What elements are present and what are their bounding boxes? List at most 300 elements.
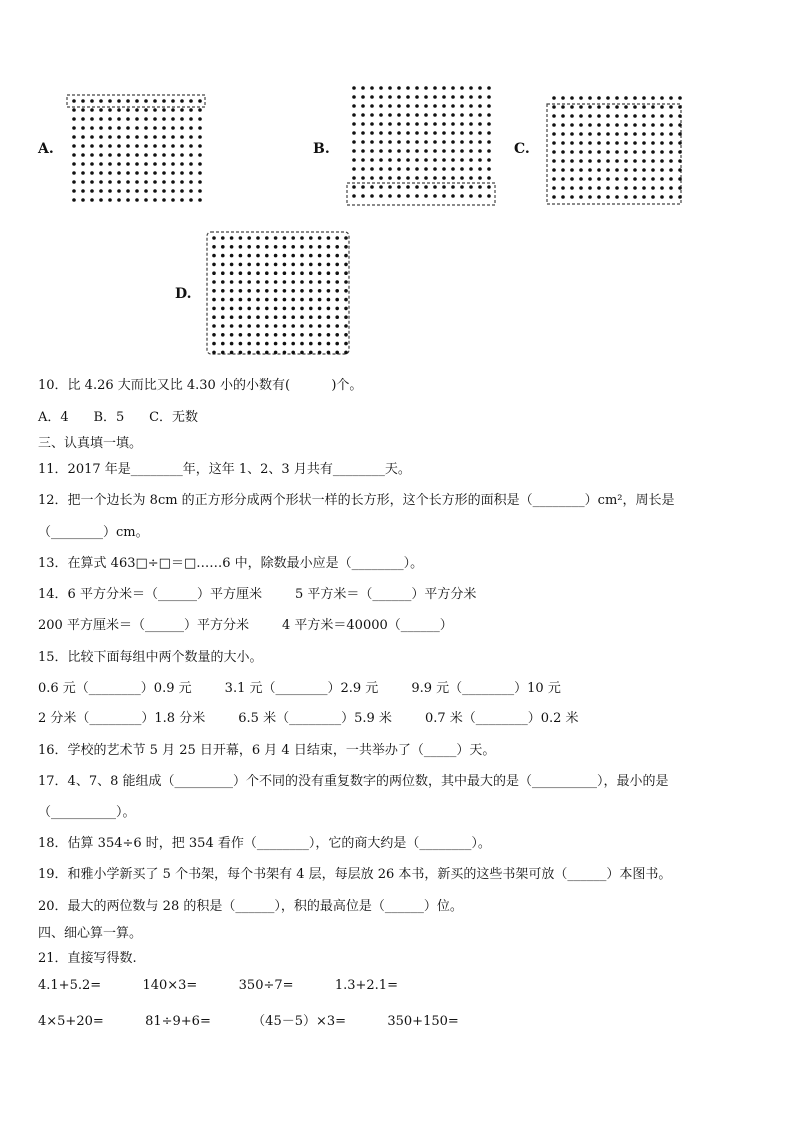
grid-dot [469,176,473,180]
grid-dot [442,140,446,144]
question-20: 20．最大的两位数与 28 的积是（______），积的最高位是（______）位。 [38,899,463,914]
grid-dot [487,95,491,99]
grid-dot [561,123,565,127]
grid-dot [108,198,112,202]
grid-dot [265,298,269,302]
grid-dot [99,126,103,130]
grid-dot [335,324,339,328]
grid-dot [291,298,295,302]
grid-dot [171,162,175,166]
grid-dot [615,195,619,199]
grid-dot [144,189,148,193]
grid-dot [221,245,225,249]
question-17: 17．4、7、8 能组成（_________）个不同的没有重复数字的两位数，其中最大的是（__________），最小的是 [38,774,669,789]
option-c-label: C. [514,141,530,157]
grid-dot [239,289,243,293]
grid-dot [247,263,251,267]
grid-dot [198,153,202,157]
grid-dot [247,236,251,240]
grid-dot [344,263,348,267]
grid-dot [309,263,313,267]
grid-dot [247,280,251,284]
grid-dot [283,342,287,346]
grid-dot [344,236,348,240]
grid-dot [221,263,225,267]
grid-dot [274,315,278,319]
grid-dot [72,108,76,112]
grid-dot [615,141,619,145]
grid-dot [247,254,251,258]
grid-dot [352,113,356,117]
grid-dot [460,194,464,198]
grid-dot [415,185,419,189]
grid-dot [361,113,365,117]
grid-dot [212,342,216,346]
grid-dot [318,342,322,346]
grid-dot [570,150,574,154]
grid-dot [651,168,655,172]
grid-dot [633,132,637,136]
grid-dot [198,135,202,139]
grid-dot [487,194,491,198]
grid-dot [221,324,225,328]
grid-dot [669,177,673,181]
grid-dot [189,99,193,103]
grid-dot [189,189,193,193]
question-18: 18．估算 354÷6 时，把 354 看作（________），它的商大约是（________）。 [38,836,491,851]
grid-dot [406,113,410,117]
grid-dot [424,122,428,126]
grid-dot [291,289,295,293]
grid-dot [487,131,491,135]
grid-dot [669,159,673,163]
grid-dot [561,105,565,109]
grid-dot [397,95,401,99]
grid-dot [221,307,225,311]
grid-dot [579,159,583,163]
grid-dot [309,289,313,293]
grid-dot [552,177,556,181]
grid-dot [265,315,269,319]
grid-dot [469,167,473,171]
grid-dot [126,117,130,121]
grid-dot [108,180,112,184]
grid-dot [180,135,184,139]
grid-dot [274,324,278,328]
grid-dot [361,122,365,126]
grid-dot [126,198,130,202]
grid-dot [309,254,313,258]
grid-dot [144,153,148,157]
grid-dot [230,280,234,284]
grid-dot [597,195,601,199]
grid-dot [415,122,419,126]
grid-dot [283,315,287,319]
grid-dot [615,177,619,181]
grid-dot [309,333,313,337]
grid-dot [265,289,269,293]
grid-dot [460,158,464,162]
grid-dot [180,117,184,121]
grid-dot [561,141,565,145]
grid-dot [570,114,574,118]
grid-dot [388,122,392,126]
grid-dot [239,333,243,337]
grid-dot [579,150,583,154]
question-19: 19．和雅小学新买了 5 个书架，每个书架有 4 层，每层放 26 本书，新买的这些书架可放（______）本图书。 [38,867,672,882]
grid-dot [90,117,94,121]
grid-dot [99,189,103,193]
grid-dot [283,289,287,293]
grid-dot [212,245,216,249]
grid-dot [660,123,664,127]
grid-dot [344,280,348,284]
grid-dot [597,114,601,118]
grid-dot [135,108,139,112]
grid-dot [221,315,225,319]
grid-dot [451,131,455,135]
grid-dot [669,195,673,199]
grid-dot [99,162,103,166]
grid-dot [144,162,148,166]
grid-dot [117,144,121,148]
grid-dot [309,236,313,240]
grid-dot [424,158,428,162]
grid-dot [406,176,410,180]
grid-dot [379,167,383,171]
grid-dot [327,333,331,337]
grid-dot [624,177,628,181]
grid-dot [344,324,348,328]
grid-dot [327,271,331,275]
grid-dot [669,141,673,145]
grid-dot [265,271,269,275]
grid-dot [606,96,610,100]
grid-dot [597,96,601,100]
grid-dot [230,289,234,293]
grid-dot [433,149,437,153]
grid-dot [469,140,473,144]
grid-dot [361,167,365,171]
grid-dot [660,159,664,163]
grid-dot [478,167,482,171]
grid-dot [642,105,646,109]
grid-dot [487,149,491,153]
grid-dot [615,159,619,163]
grid-dot [274,351,278,355]
grid-dot [651,114,655,118]
grid-dot [370,113,374,117]
grid-dot [433,158,437,162]
grid-dot [642,177,646,181]
grid-dot [597,168,601,172]
grid-dot [72,117,76,121]
grid-dot [153,144,157,148]
grid-dot [162,126,166,130]
grid-dot [478,194,482,198]
grid-dot [72,162,76,166]
grid-dot [265,333,269,337]
grid-dot [615,150,619,154]
grid-dot [469,104,473,108]
grid-dot [162,135,166,139]
grid-dot [588,159,592,163]
grid-dot [606,150,610,154]
grid-dot [651,159,655,163]
grid-dot [291,263,295,267]
grid-dot [162,108,166,112]
grid-dot [90,126,94,130]
grid-dot [406,149,410,153]
grid-dot [624,150,628,154]
grid-dot [633,150,637,154]
grid-dot [651,177,655,181]
grid-dot [597,186,601,190]
grid-dot [239,324,243,328]
grid-dot [669,168,673,172]
grid-dot [189,153,193,157]
grid-dot [642,141,646,145]
grid-dot [469,158,473,162]
grid-dot [81,198,85,202]
grid-dot [327,342,331,346]
grid-dot [570,141,574,145]
grid-dot [660,105,664,109]
grid-dot [379,194,383,198]
grid-dot [379,122,383,126]
grid-dot [171,198,175,202]
grid-dot [597,132,601,136]
grid-dot [126,189,130,193]
grid-dot [180,153,184,157]
grid-dot [344,307,348,311]
grid-dot [135,153,139,157]
grid-dot [415,176,419,180]
grid-dot [318,236,322,240]
question-15-row2: 2 分米（________）1.8 分米 6.5 米（________）5.9 米 0.7 米（________）0.2 米 [38,711,579,726]
grid-dot [212,236,216,240]
grid-dot [108,117,112,121]
grid-dot [642,168,646,172]
grid-dot [283,271,287,275]
grid-dot [72,171,76,175]
grid-dot [300,263,304,267]
grid-dot [81,126,85,130]
grid-dot [274,333,278,337]
grid-dot [442,167,446,171]
grid-dot [660,168,664,172]
grid-dot [274,236,278,240]
grid-dot [247,271,251,275]
grid-dot [212,351,216,355]
grid-dot [81,153,85,157]
grid-dot [406,95,410,99]
grid-dot [370,167,374,171]
grid-dot [291,351,295,355]
grid-dot [265,236,269,240]
grid-dot [180,144,184,148]
grid-dot [221,280,225,284]
grid-dot [117,153,121,157]
grid-dot [90,135,94,139]
grid-dot [108,189,112,193]
grid-dot [99,198,103,202]
grid-dot [397,122,401,126]
grid-dot [221,271,225,275]
grid-dot [189,180,193,184]
grid-dot [469,149,473,153]
grid-dot [318,280,322,284]
grid-dot [388,158,392,162]
grid-dot [344,315,348,319]
grid-dot [300,333,304,337]
grid-dot [309,342,313,346]
grid-dot [300,236,304,240]
grid-dot [81,144,85,148]
grid-dot [361,95,365,99]
grid-dot [117,99,121,103]
grid-dot [335,263,339,267]
grid-dot [221,236,225,240]
grid-dot [606,177,610,181]
grid-dot [212,298,216,302]
grid-dot [153,126,157,130]
grid-dot [247,342,251,346]
grid-dot [478,185,482,189]
grid-dot [230,245,234,249]
grid-dot [678,114,682,118]
question-11: 11．2017 年是________年，这年 1、2、3 月共有________天。 [38,462,411,477]
grid-dot [335,254,339,258]
grid-dot [487,158,491,162]
grid-dot [552,168,556,172]
grid-dot [651,195,655,199]
grid-dot [153,198,157,202]
grid-dot [487,113,491,117]
grid-dot [624,195,628,199]
grid-dot [300,315,304,319]
grid-dot [335,315,339,319]
grid-dot [469,86,473,90]
grid-dot [291,245,295,249]
grid-dot [335,289,339,293]
grid-dot [309,315,313,319]
grid-dot [352,176,356,180]
grid-dot [72,126,76,130]
grid-dot [99,153,103,157]
grid-dot [615,168,619,172]
grid-dot [144,135,148,139]
grid-dot [633,123,637,127]
question-17-cont: （__________）。 [38,805,136,820]
grid-dot [460,86,464,90]
grid-dot [660,132,664,136]
grid-dot [669,150,673,154]
grid-dot [274,307,278,311]
grid-dot [318,298,322,302]
grid-dot [370,176,374,180]
grid-dot [442,131,446,135]
grid-dot [90,153,94,157]
grid-dot [588,150,592,154]
grid-dot [678,105,682,109]
grid-dot [478,131,482,135]
grid-dot [388,194,392,198]
grid-dot [327,236,331,240]
option-a-label: A. [38,141,54,157]
grid-dot [624,105,628,109]
grid-dot [171,126,175,130]
grid-dot [171,180,175,184]
grid-dot [397,86,401,90]
grid-dot [379,131,383,135]
grid-dot [361,158,365,162]
grid-dot [570,177,574,181]
grid-dot [180,108,184,112]
grid-dot [442,113,446,117]
grid-dot [180,171,184,175]
grid-dot [606,186,610,190]
grid-dot [162,153,166,157]
grid-dot [291,333,295,337]
grid-dot [189,135,193,139]
grid-dot [352,140,356,144]
grid-dot [552,141,556,145]
grid-dot [424,167,428,171]
grid-dot [274,254,278,258]
grid-dot [370,194,374,198]
grid-dot [561,159,565,163]
grid-dot [660,96,664,100]
grid-dot [198,117,202,121]
grid-dot [669,96,673,100]
grid-dot [144,198,148,202]
grid-dot [239,236,243,240]
grid-dot [117,171,121,175]
grid-dot [415,95,419,99]
grid-dot [379,104,383,108]
grid-dot [108,153,112,157]
grid-dot [180,162,184,166]
grid-dot [415,104,419,108]
grid-dot [344,298,348,302]
grid-dot [415,113,419,117]
grid-dot [660,141,664,145]
grid-dot [230,324,234,328]
grid-dot [300,271,304,275]
grid-dot [126,144,130,148]
grid-dot [72,189,76,193]
grid-dot [552,150,556,154]
grid-dot [433,140,437,144]
grid-dot [153,153,157,157]
grid-dot [370,131,374,135]
grid-dot [633,105,637,109]
grid-dot [117,180,121,184]
grid-dot [678,177,682,181]
grid-dot [239,315,243,319]
grid-dot [144,144,148,148]
grid-dot [678,132,682,136]
grid-dot [108,144,112,148]
grid-dot [579,186,583,190]
grid-dot [678,141,682,145]
grid-dot [162,117,166,121]
grid-dot [388,167,392,171]
grid-dot [265,342,269,346]
grid-dot [171,144,175,148]
grid-dot [117,162,121,166]
